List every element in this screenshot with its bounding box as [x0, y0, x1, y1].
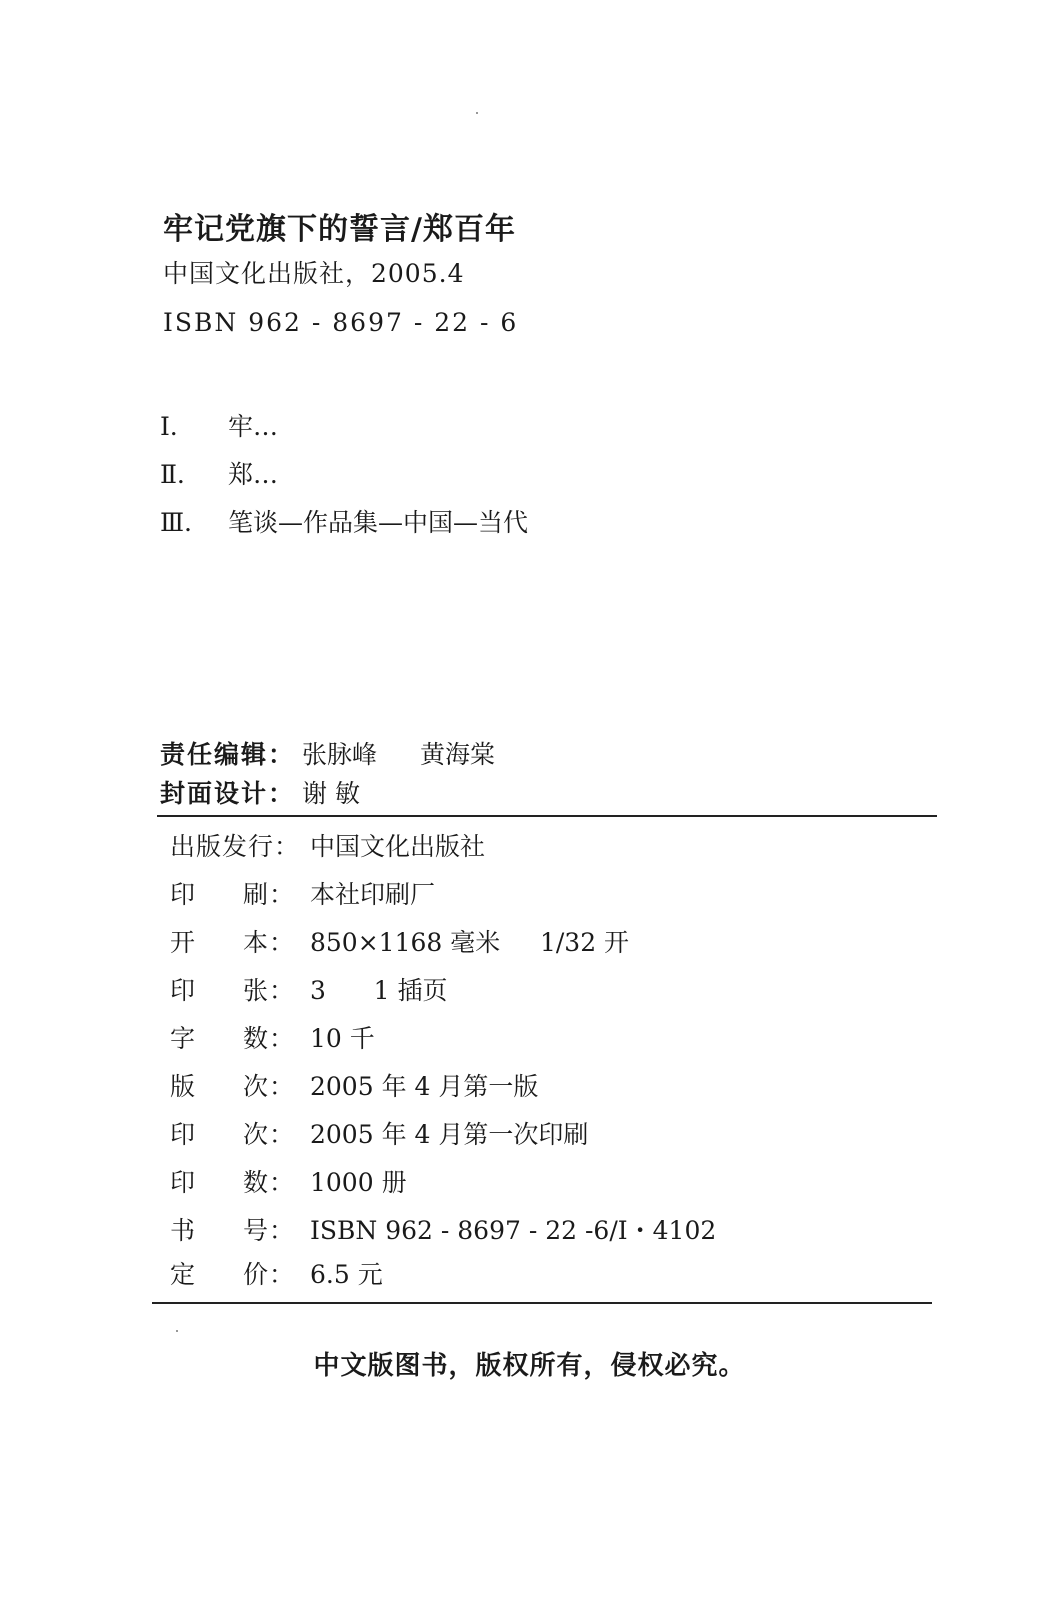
- pub-row-sheets: [170, 967, 716, 1015]
- pub-row-edition: [170, 1063, 716, 1111]
- pub-label: 定 价：: [170, 1260, 295, 1289]
- pub-row-publisher: [170, 823, 716, 871]
- pub-label: 出版发行：: [170, 832, 301, 861]
- pub-value: 本社印刷厂: [310, 880, 436, 909]
- pub-value: 1000 册: [310, 1168, 407, 1197]
- cip-block: [163, 210, 518, 348]
- subject-item: [160, 451, 528, 499]
- publication-details: [170, 823, 716, 1295]
- pub-value: 850×1168 毫米 1/32 开: [310, 928, 630, 957]
- subject-item: [160, 499, 528, 547]
- pub-label: 书 号：: [170, 1216, 295, 1245]
- pub-value: ISBN 962 - 8697 - 22 -6/I・4102: [310, 1216, 717, 1245]
- responsible-editor-label: 责任编辑：: [160, 740, 296, 769]
- subject-item: [160, 403, 528, 451]
- cover-designer: 谢 敏: [302, 779, 360, 808]
- pub-value: 中国文化出版社: [310, 832, 486, 861]
- pub-row-price: [170, 1255, 716, 1295]
- pub-label: 开 本：: [170, 928, 295, 957]
- responsible-editor-1: 张脉峰: [302, 740, 378, 769]
- divider-top: [157, 815, 937, 817]
- pub-row-printer: [170, 871, 716, 919]
- pub-row-print-run: [170, 1159, 716, 1207]
- pub-label: 印 张：: [170, 976, 295, 1005]
- subject-text: 郑…: [228, 460, 279, 489]
- pub-label: 版 次：: [170, 1072, 295, 1101]
- book-title: 牢记党旗下的誓言/郑百年: [163, 212, 516, 247]
- subject-number: Ⅱ．: [160, 460, 202, 489]
- cover-design-row: [160, 774, 495, 813]
- responsible-editor-2: 黄海棠: [420, 740, 496, 769]
- pub-row-isbn: [170, 1207, 716, 1255]
- pub-row-wordcount: [170, 1015, 716, 1063]
- pub-value: 10 千: [310, 1024, 375, 1053]
- editor-credits: [160, 735, 495, 813]
- scan-speck: [176, 1330, 178, 1332]
- subject-headings: [160, 403, 528, 547]
- copyright-notice: 中文版图书，版权所有，侵权必究。: [313, 1351, 746, 1381]
- divider-bottom: [152, 1302, 932, 1304]
- subject-number: Ⅰ．: [160, 412, 195, 441]
- responsible-editor-row: [160, 735, 495, 774]
- publisher-date: 中国文化出版社，2005.4: [163, 259, 465, 288]
- pub-value: 6.5 元: [310, 1260, 383, 1289]
- pub-label: 字 数：: [170, 1024, 295, 1053]
- pub-label: 印 次：: [170, 1120, 295, 1149]
- pub-value: 2005 年 4 月第一次印刷: [310, 1120, 589, 1149]
- subject-text: 笔谈—作品集—中国—当代: [228, 508, 529, 537]
- cover-design-label: 封面设计：: [160, 779, 296, 808]
- pub-value: 3 1 插页: [310, 976, 448, 1005]
- pub-value: 2005 年 4 月第一版: [310, 1072, 539, 1101]
- pub-row-printing: [170, 1111, 716, 1159]
- subject-text: 牢…: [228, 412, 279, 441]
- cip-isbn: ISBN 962 - 8697 - 22 - 6: [163, 308, 519, 337]
- pub-row-format: [170, 919, 716, 967]
- pub-label: 印 刷：: [170, 880, 295, 909]
- scan-speck: [476, 112, 478, 114]
- subject-number: Ⅲ．: [160, 508, 210, 537]
- pub-label: 印 数：: [170, 1168, 295, 1197]
